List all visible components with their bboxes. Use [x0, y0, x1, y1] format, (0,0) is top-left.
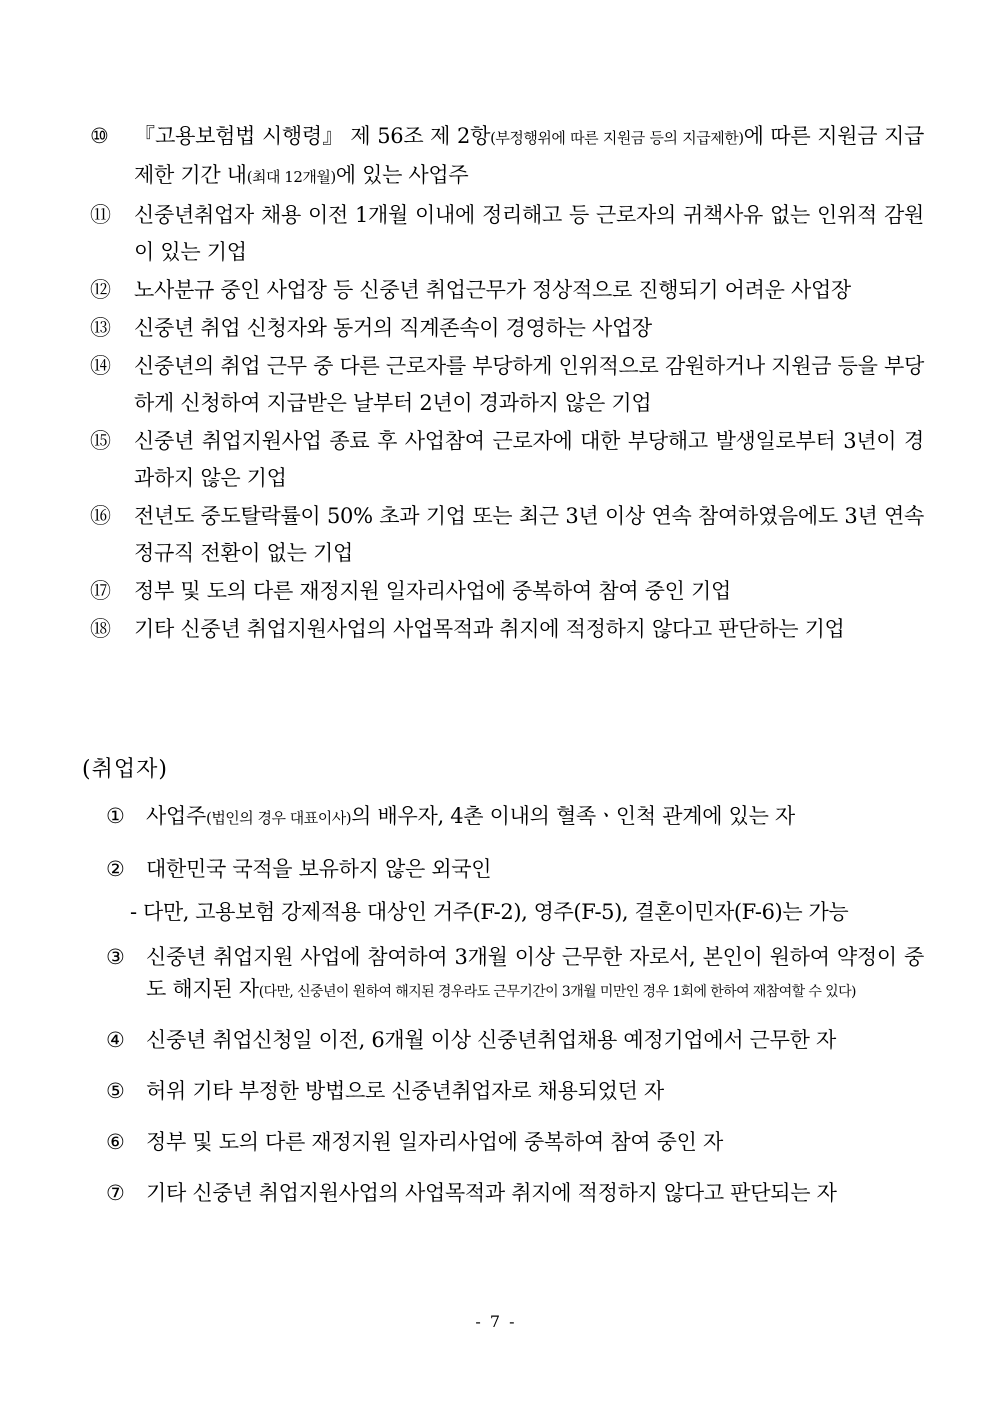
list-item [90, 611, 924, 648]
item-number: ④ [106, 1028, 125, 1052]
list-item [106, 941, 924, 1008]
list-item [90, 423, 924, 497]
item-text: 신중년취업자 채용 이전 1개월 이내에 정리해고 등 근로자의 귀책사유 없는 인위적 감원이 있는 기업 [134, 203, 924, 264]
list-item [106, 798, 924, 837]
section-title: (취업자) [82, 757, 168, 782]
sub-note: - 다만, 고용보험 강제적용 대상인 거주(F-2), 영주(F-5), 결혼이민자(F-6)는 가능 [130, 900, 849, 924]
item-text: 의 배우자, 4촌 이내의 혈족ㆍ인척 관계에 있는 자 [351, 804, 795, 828]
list-item [90, 272, 924, 309]
item-number: ③ [106, 945, 125, 969]
item-number: ⑭ [90, 354, 111, 378]
list-item [106, 1124, 924, 1161]
list-item [90, 498, 924, 572]
item-text: 신중년의 취업 근무 중 다른 근로자를 부당하게 인위적으로 감원하거나 지원금 등을 부당하게 신청하여 지급받은 날부터 2년이 경과하지 않은 기업 [134, 354, 924, 415]
item-text: 대한민국 국적을 보유하지 않은 외국인 [146, 857, 492, 881]
item-text: 사업주 [146, 804, 206, 828]
list-item [106, 851, 924, 888]
item-number: ⑫ [90, 278, 111, 302]
item-note: (법인의 경우 대표이사) [205, 809, 352, 827]
item-number: ① [106, 804, 125, 828]
item-text: 기타 신중년 취업지원사업의 사업목적과 취지에 적정하지 않다고 판단되는 자 [146, 1181, 837, 1205]
item-note: (부정행위에 따른 지원금 등의 지급제한) [490, 129, 744, 147]
item-text: 에 있는 사업주 [335, 163, 469, 187]
list-item [106, 1022, 924, 1059]
item-text: 전년도 중도탈락률이 50% 초과 기업 또는 최근 3년 이상 연속 참여하였음에도 3년 연속 정규직 전환이 없는 기업 [134, 504, 924, 565]
item-number: ⑥ [106, 1130, 125, 1154]
item-text: 정부 및 도의 다른 재정지원 일자리사업에 중복하여 참여 중인 기업 [134, 579, 731, 603]
item-number: ⑰ [90, 579, 111, 603]
item-text: 신중년 취업지원사업 종료 후 사업참여 근로자에 대한 부당해고 발생일로부터 3년이 경과하지 않은 기업 [134, 429, 924, 490]
list-item [90, 197, 924, 271]
item-text: 신중년 취업신청일 이전, 6개월 이상 신중년취업채용 예정기업에서 근무한 자 [146, 1028, 837, 1052]
list-item [106, 1175, 924, 1212]
item-note: (최대 12개월) [246, 168, 336, 186]
list-item [90, 348, 924, 422]
item-number: ⑯ [90, 504, 111, 528]
item-text: 에 따른 지원금 지급제한 기간 내 [134, 124, 925, 187]
item-text: 신중년 취업지원 사업에 참여하여 3개월 이상 근무한 자로서, 본인이 원하여 약정이 중도 해지된 자 [146, 945, 924, 1001]
list-item [90, 310, 924, 347]
employer-exclusion-list [90, 118, 924, 649]
item-number: ⑦ [106, 1181, 125, 1205]
item-text: 노사분규 중인 사업장 등 신중년 취업근무가 정상적으로 진행되기 어려운 사업장 [134, 278, 851, 302]
item-number: ② [106, 857, 125, 881]
item-number: ⑬ [90, 316, 111, 340]
item-number: ⑩ [90, 124, 109, 148]
item-number: ⑪ [90, 203, 111, 227]
item-number: ⑮ [90, 429, 111, 453]
item-text: 신중년 취업 신청자와 동거의 직계존속이 경영하는 사업장 [134, 316, 652, 340]
list-item [106, 1073, 924, 1110]
item-number: ⑤ [106, 1079, 125, 1103]
item-number: ⑱ [90, 617, 111, 641]
list-item [90, 118, 924, 196]
item-text: 정부 및 도의 다른 재정지원 일자리사업에 중복하여 참여 중인 자 [146, 1130, 724, 1154]
page-number: - 7 - [475, 1312, 517, 1331]
item-text: 허위 기타 부정한 방법으로 신중년취업자로 채용되었던 자 [146, 1079, 664, 1103]
list-item [90, 573, 924, 610]
item-note: (다만, 신중년이 원하여 해지된 경우라도 근무기간이 3개월 미만인 경우 1회에 한하여 재참여할 수 있다) [258, 984, 856, 1000]
worker-exclusion-list [106, 798, 924, 1226]
item-text: 『고용보험법 시행령』 제 56조 제 2항 [134, 124, 491, 148]
item-text: 기타 신중년 취업지원사업의 사업목적과 취지에 적정하지 않다고 판단하는 기업 [134, 617, 845, 641]
